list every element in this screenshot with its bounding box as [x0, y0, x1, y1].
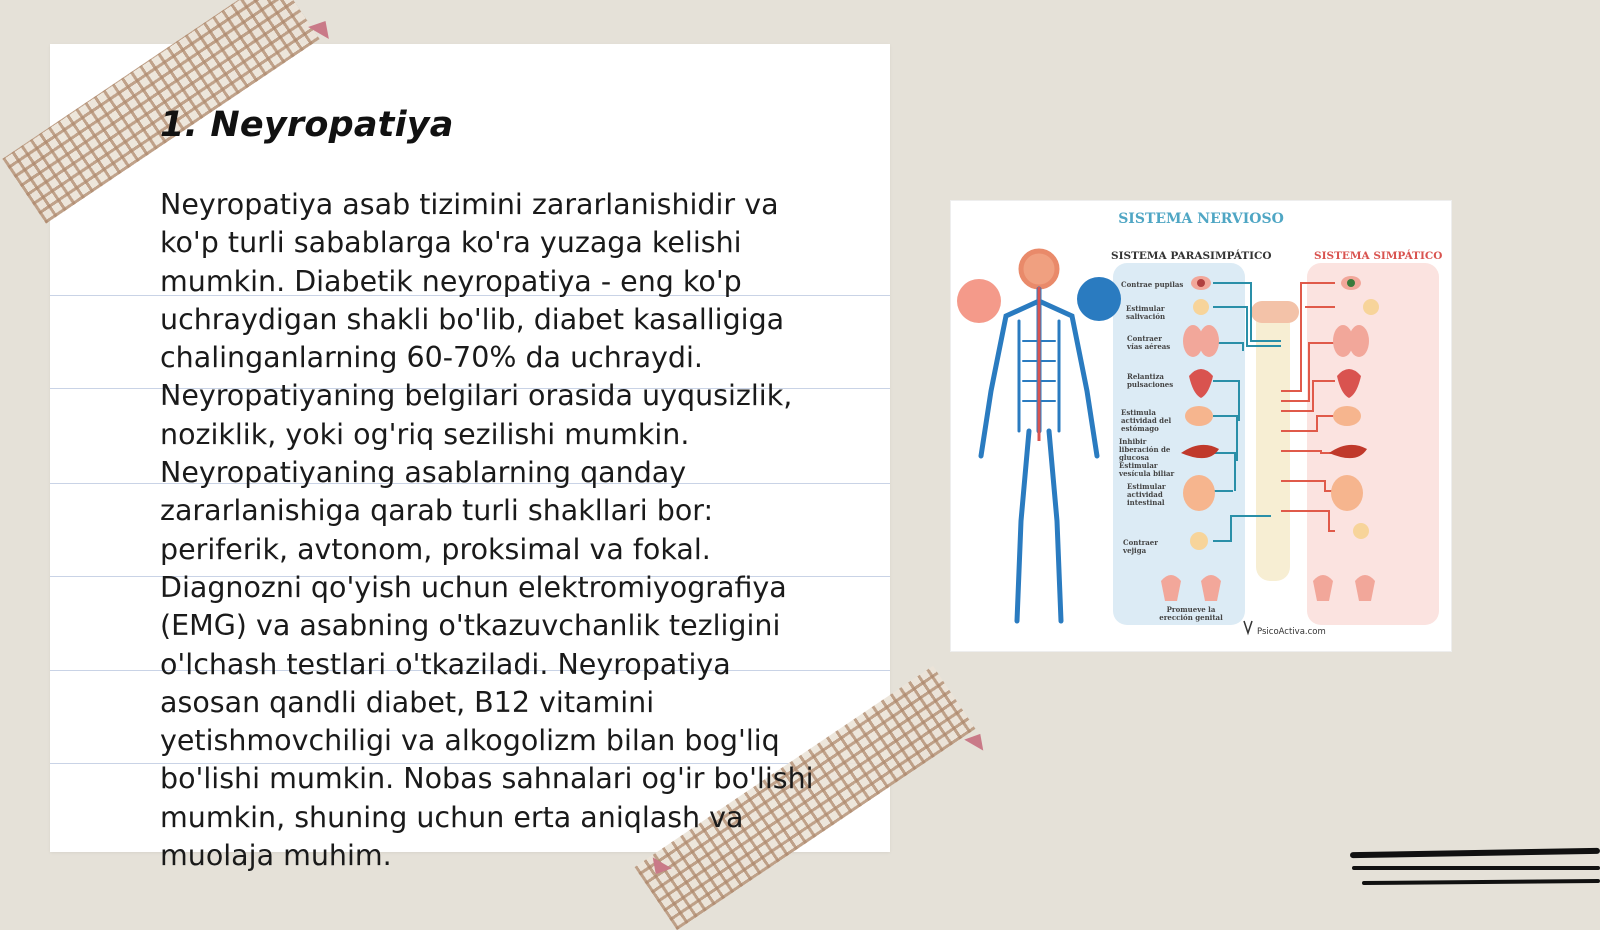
decorative-stroke: [1352, 866, 1600, 870]
figure-label: Estimular actividad intestinal: [1127, 482, 1166, 507]
figure-label: Relantiza pulsaciones: [1127, 372, 1174, 389]
figure-heading-sympathetic: SISTEMA SIMPÁTICO: [1314, 250, 1443, 262]
figure-label: Inhibir liberación de glucosa Estimular vesícula biliar: [1119, 437, 1175, 478]
figure-credit: PsicoActiva.com: [1257, 627, 1326, 637]
nervous-system-illustration: [950, 200, 1452, 652]
decorative-stroke: [1350, 848, 1600, 858]
figure-label: Contraer vejiga: [1123, 538, 1158, 555]
nervous-system-diagram: [951, 201, 1451, 651]
figure-title: SISTEMA NERVIOSO: [1118, 211, 1284, 227]
slide-title: 1. Neyropatiya: [160, 105, 454, 145]
figure-label: Contraer vías aéreas: [1127, 334, 1171, 351]
figure-label: Promueve la erección genital: [1159, 605, 1223, 622]
pin-decoration: [964, 728, 990, 750]
figure-label: Estimular salivación: [1126, 304, 1166, 321]
figure-label: Estimula actividad del estómago: [1121, 408, 1172, 433]
decorative-stroke: [1362, 879, 1600, 885]
figure-heading-parasympathetic: SISTEMA PARASIMPÁTICO: [1111, 250, 1272, 262]
figure-label: Contrae pupilas: [1121, 280, 1184, 289]
slide-body-text: Neyropatiya asab tizimini zararlanishidir va ko'p turli sabablarga ko'ra yuzaga kelishi mumkin. Diabetik neyropatiya - eng ko'p uchraydigan shakli bo'lib, diabet kasalligiga chalinganlarning 60-70% da uchraydi. Neyropatiyaning belgilari orasida uyqusizlik, noziklik, yoki og'riq sezilishi mumkin. Neyropatiyaning asablarning qanday zararlanishiga qarab turli shakllari bor: periferik, avtonom, proksimal va fokal. Diagnozni qo'yish uchun elektromiyografiya (EMG) va asabning o'tkazuvchanlik tezligini o'lchash testlari o'tkaziladi. Neyropatiya asosan qandli diabet, B12 vitamini yetishmovchiligi va alkogolizm bilan bog'liq bo'lishi mumkin. Nobas sahnalari og'ir bo'lishi mumkin, shuning uchun erta aniqlash va muolaja muhim.: [160, 188, 814, 873]
